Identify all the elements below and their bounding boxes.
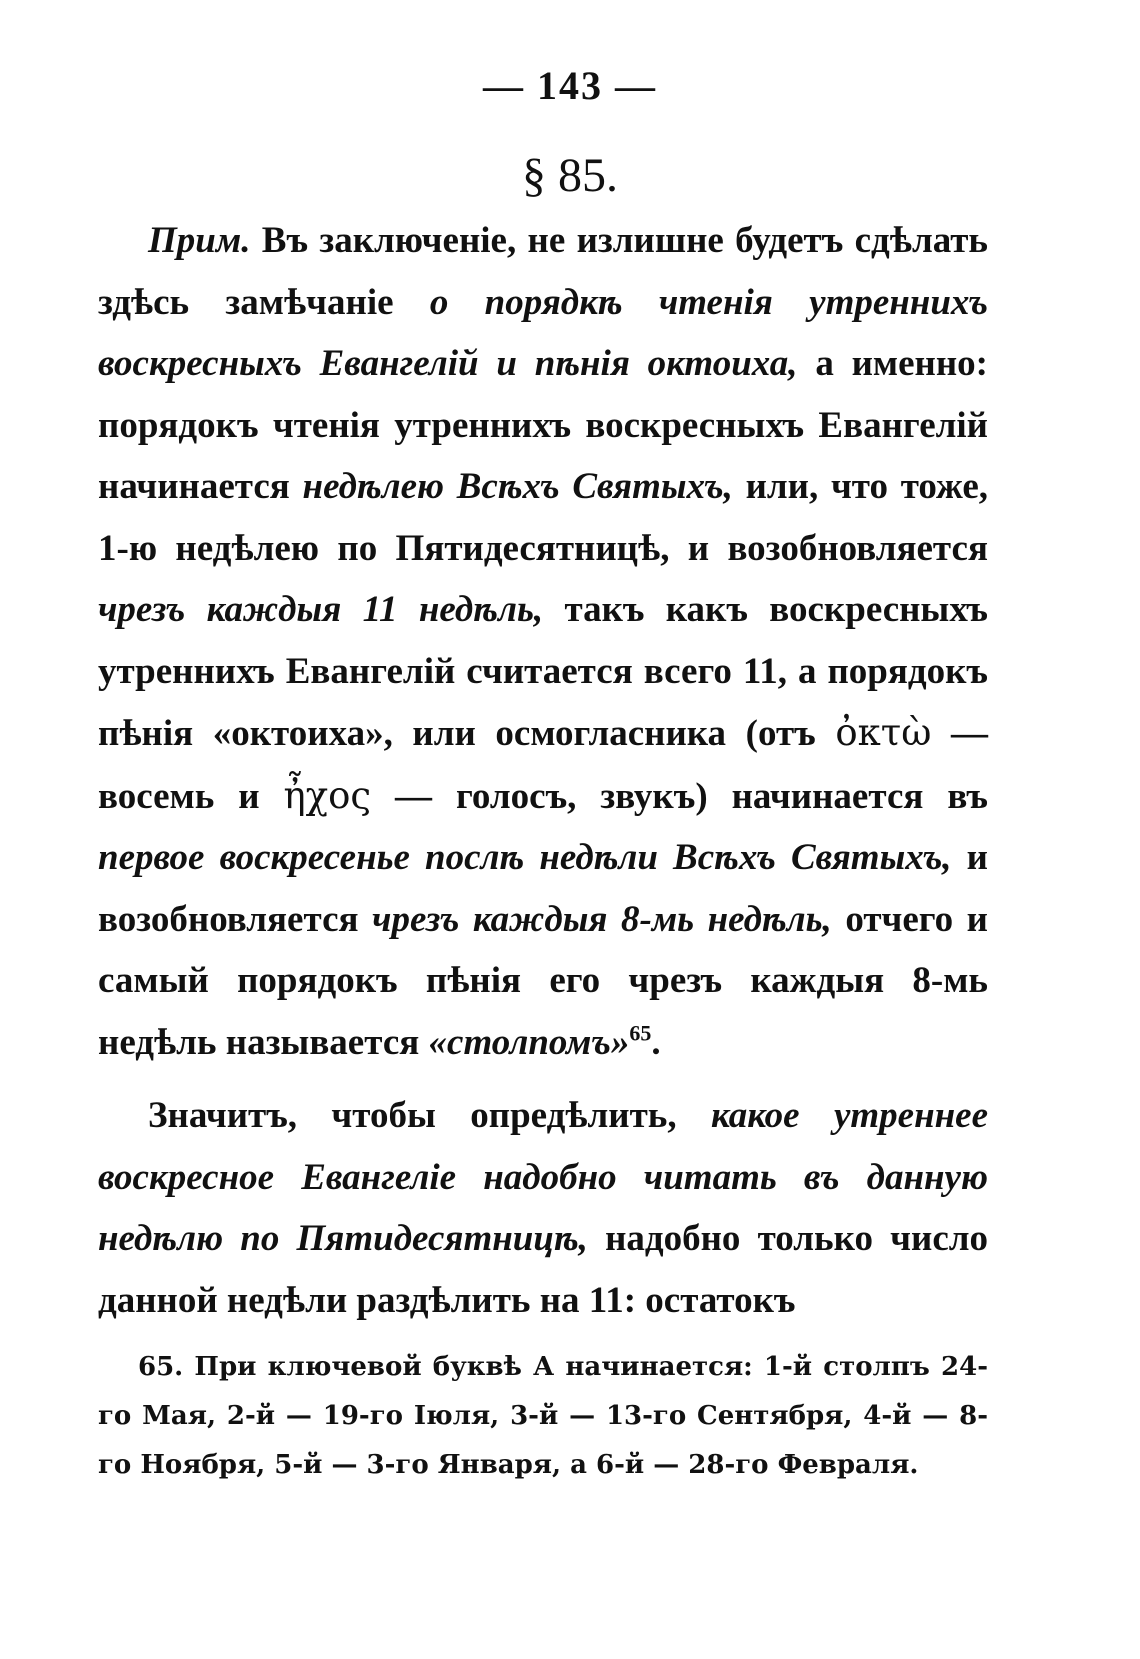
page-number: — 143 — — [483, 63, 657, 108]
text-run: и возобновляется — [98, 837, 988, 940]
italic-run: недѣлею Всѣхъ Святыхъ, — [302, 466, 733, 507]
italic-run: о порядкѣ чтенія утреннихъ воскресныхъ Евангелій и пѣнія октоиха, — [98, 281, 988, 384]
text-run: отчего и самый порядокъ пѣнія его чрезъ каждыя 8-мь недѣль называется — [98, 898, 988, 1063]
italic-run: «столпомъ» — [428, 1021, 630, 1063]
italic-run: какое утреннее воскресное Евангеліе надобно читать въ данную недѣлю по Пятидесятницѣ, — [98, 1095, 989, 1259]
main-text — [98, 210, 988, 1331]
text-run: надобно только число данной недѣли раздѣлить на 11: остатокъ — [98, 1218, 988, 1321]
text-run: — голосъ, звукъ) начинается въ — [371, 775, 988, 817]
text-run: или, что тоже, 1-ю недѣлею по Пятидесятницѣ, и возобновляется — [98, 466, 988, 569]
footnote-text: При ключевой буквѣ А начинается: 1-й столпъ 24-го Мая, 2-й — 19-го Іюля, 3-й — 13-го Сентября, 4-й — 8-го Ноября, 5-й — 3-го Января, а 6-й — 28-го Февраля. — [98, 1352, 988, 1480]
text-run: — восемь и — [98, 713, 988, 817]
text-run: ὀκτὼ — [835, 711, 932, 754]
footnote — [98, 1343, 988, 1490]
text-run: такъ какъ воскресныхъ утреннихъ Евангелій считается всего 11, а порядокъ пѣнія «октоиха», или осмогласника (отъ — [98, 589, 988, 754]
footnote-ref: 65 — [629, 1020, 652, 1046]
paragraph-conclusion — [98, 1085, 988, 1331]
text-run: Въ заключеніе, не излишне будетъ сдѣлать здѣсь замѣчаніе — [98, 220, 988, 323]
text-run: . — [651, 1021, 661, 1063]
text-run: а именно: порядокъ чтенія утреннихъ воскресныхъ Евангелій начинается — [98, 343, 989, 507]
text-run: ἦχος — [283, 773, 372, 817]
italic-run: чрезъ каждыя 8-мь недѣль, — [372, 898, 832, 940]
footnote-number: 65. — [138, 1352, 184, 1382]
italic-run: чрезъ каждыя 11 недѣль, — [98, 589, 544, 630]
italic-run: первое воскресенье послѣ недѣли Всѣхъ Святыхъ, — [98, 837, 952, 878]
italic-run: Прим. — [148, 220, 251, 261]
paragraph-note — [98, 210, 988, 1073]
text-run: Значитъ, чтобы опредѣлить, — [148, 1095, 711, 1136]
section-heading: § 85. — [522, 149, 618, 202]
